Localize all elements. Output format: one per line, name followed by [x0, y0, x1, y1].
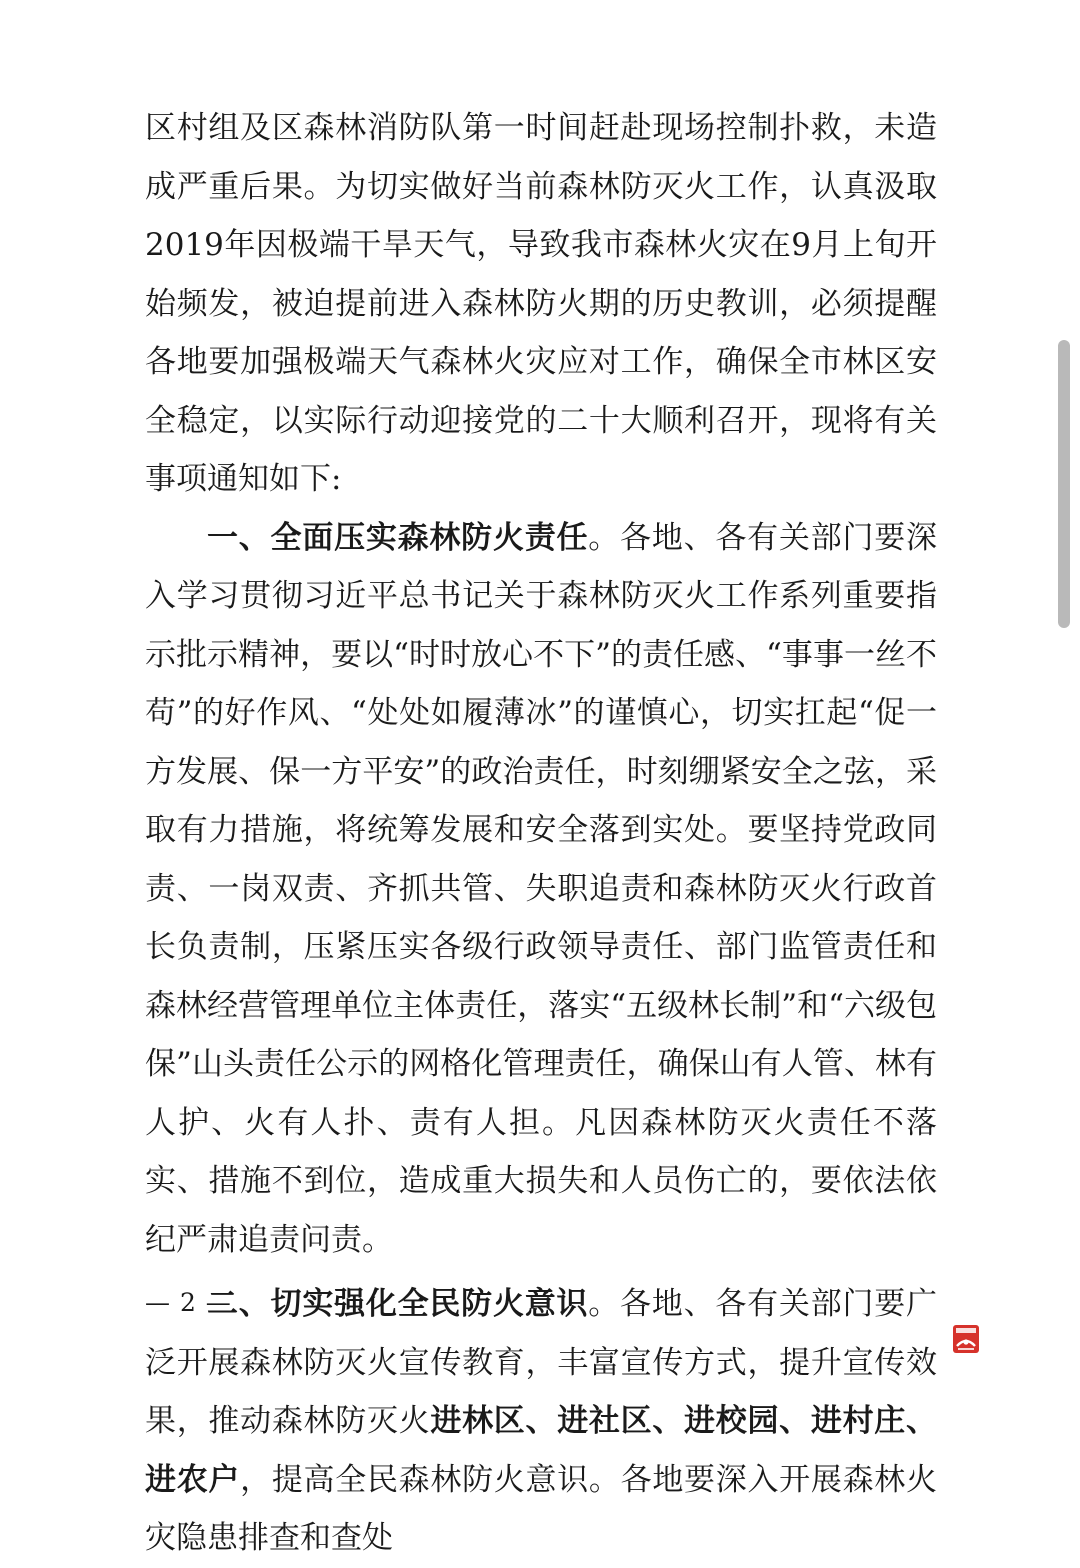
paragraph-intro — [145, 99, 937, 509]
page-number: — 2 — — [145, 1288, 232, 1317]
vertical-scrollbar-thumb[interactable] — [1058, 340, 1070, 628]
section-two-heading: 二、切实强化全民防火意识 — [207, 1286, 589, 1322]
section-two-body-part2: ，提高全民森林防火意识。各地要深入开展森林火灾隐患排查和查处 — [145, 1461, 937, 1556]
section-two-bold-phrase: 进林区、进社区、进校园、进村庄、进农户 — [145, 1403, 937, 1498]
document-body — [145, 99, 937, 1568]
section-one-heading: 一、全面压实森林防火责任 — [207, 519, 589, 556]
red-seal-logo-icon — [952, 1324, 980, 1354]
paragraph-intro-text: 区村组及区森林消防队第一时间赶赴现场控制扑救，未造成严重后果。为切实做好当前森林防灭火工作，认真汲取2019年因极端干旱天气，导致我市森林火灾在9月上旬开始频发，被迫提前进入森林防火期的历史教训，必须提醒各地要加强极端天气森林火灾应对工作，确保全市林区安全稳定，以实际行动迎接党的二十大顺利召开，现将有关事项通知如下: — [145, 110, 937, 497]
section-one-body: 。各地、各有关部门要深入学习贯彻习近平总书记关于森林防灭火工作系列重要指示批示精神，要以“时时放心不下”的责任感、“事事一丝不苟”的好作风、“处处如履薄冰”的谨慎心，切实扛起“促一方发展、保一方平安”的政治责任，时刻绷紧安全之弦，采取有力措施，将统筹发展和安全落到实处。要坚持党政同责、一岗双责、齐抓共管、失职追责和森林防灭火行政首长负责制，压紧压实各级行政领导责任、部门监管责任和森林经营管理单位主体责任，落实“五级林长制”和“六级包保”山头责任公示的网格化管理责任，确保山有人管、林有人护、火有人扑、责有人担。凡因森林防灭火责任不落实、措施不到位，造成重大损失和人员伤亡的，要依法依纪严肃追责问责。 — [145, 519, 938, 1258]
section-one-paragraph — [145, 509, 937, 1270]
section-two-paragraph — [145, 1275, 937, 1568]
section-two-body-part1: 。各地、各有关部门要广泛开展森林防灭火宣传教育，丰富宣传方式，提升宣传效果，推动森林防灭火 — [145, 1286, 938, 1439]
